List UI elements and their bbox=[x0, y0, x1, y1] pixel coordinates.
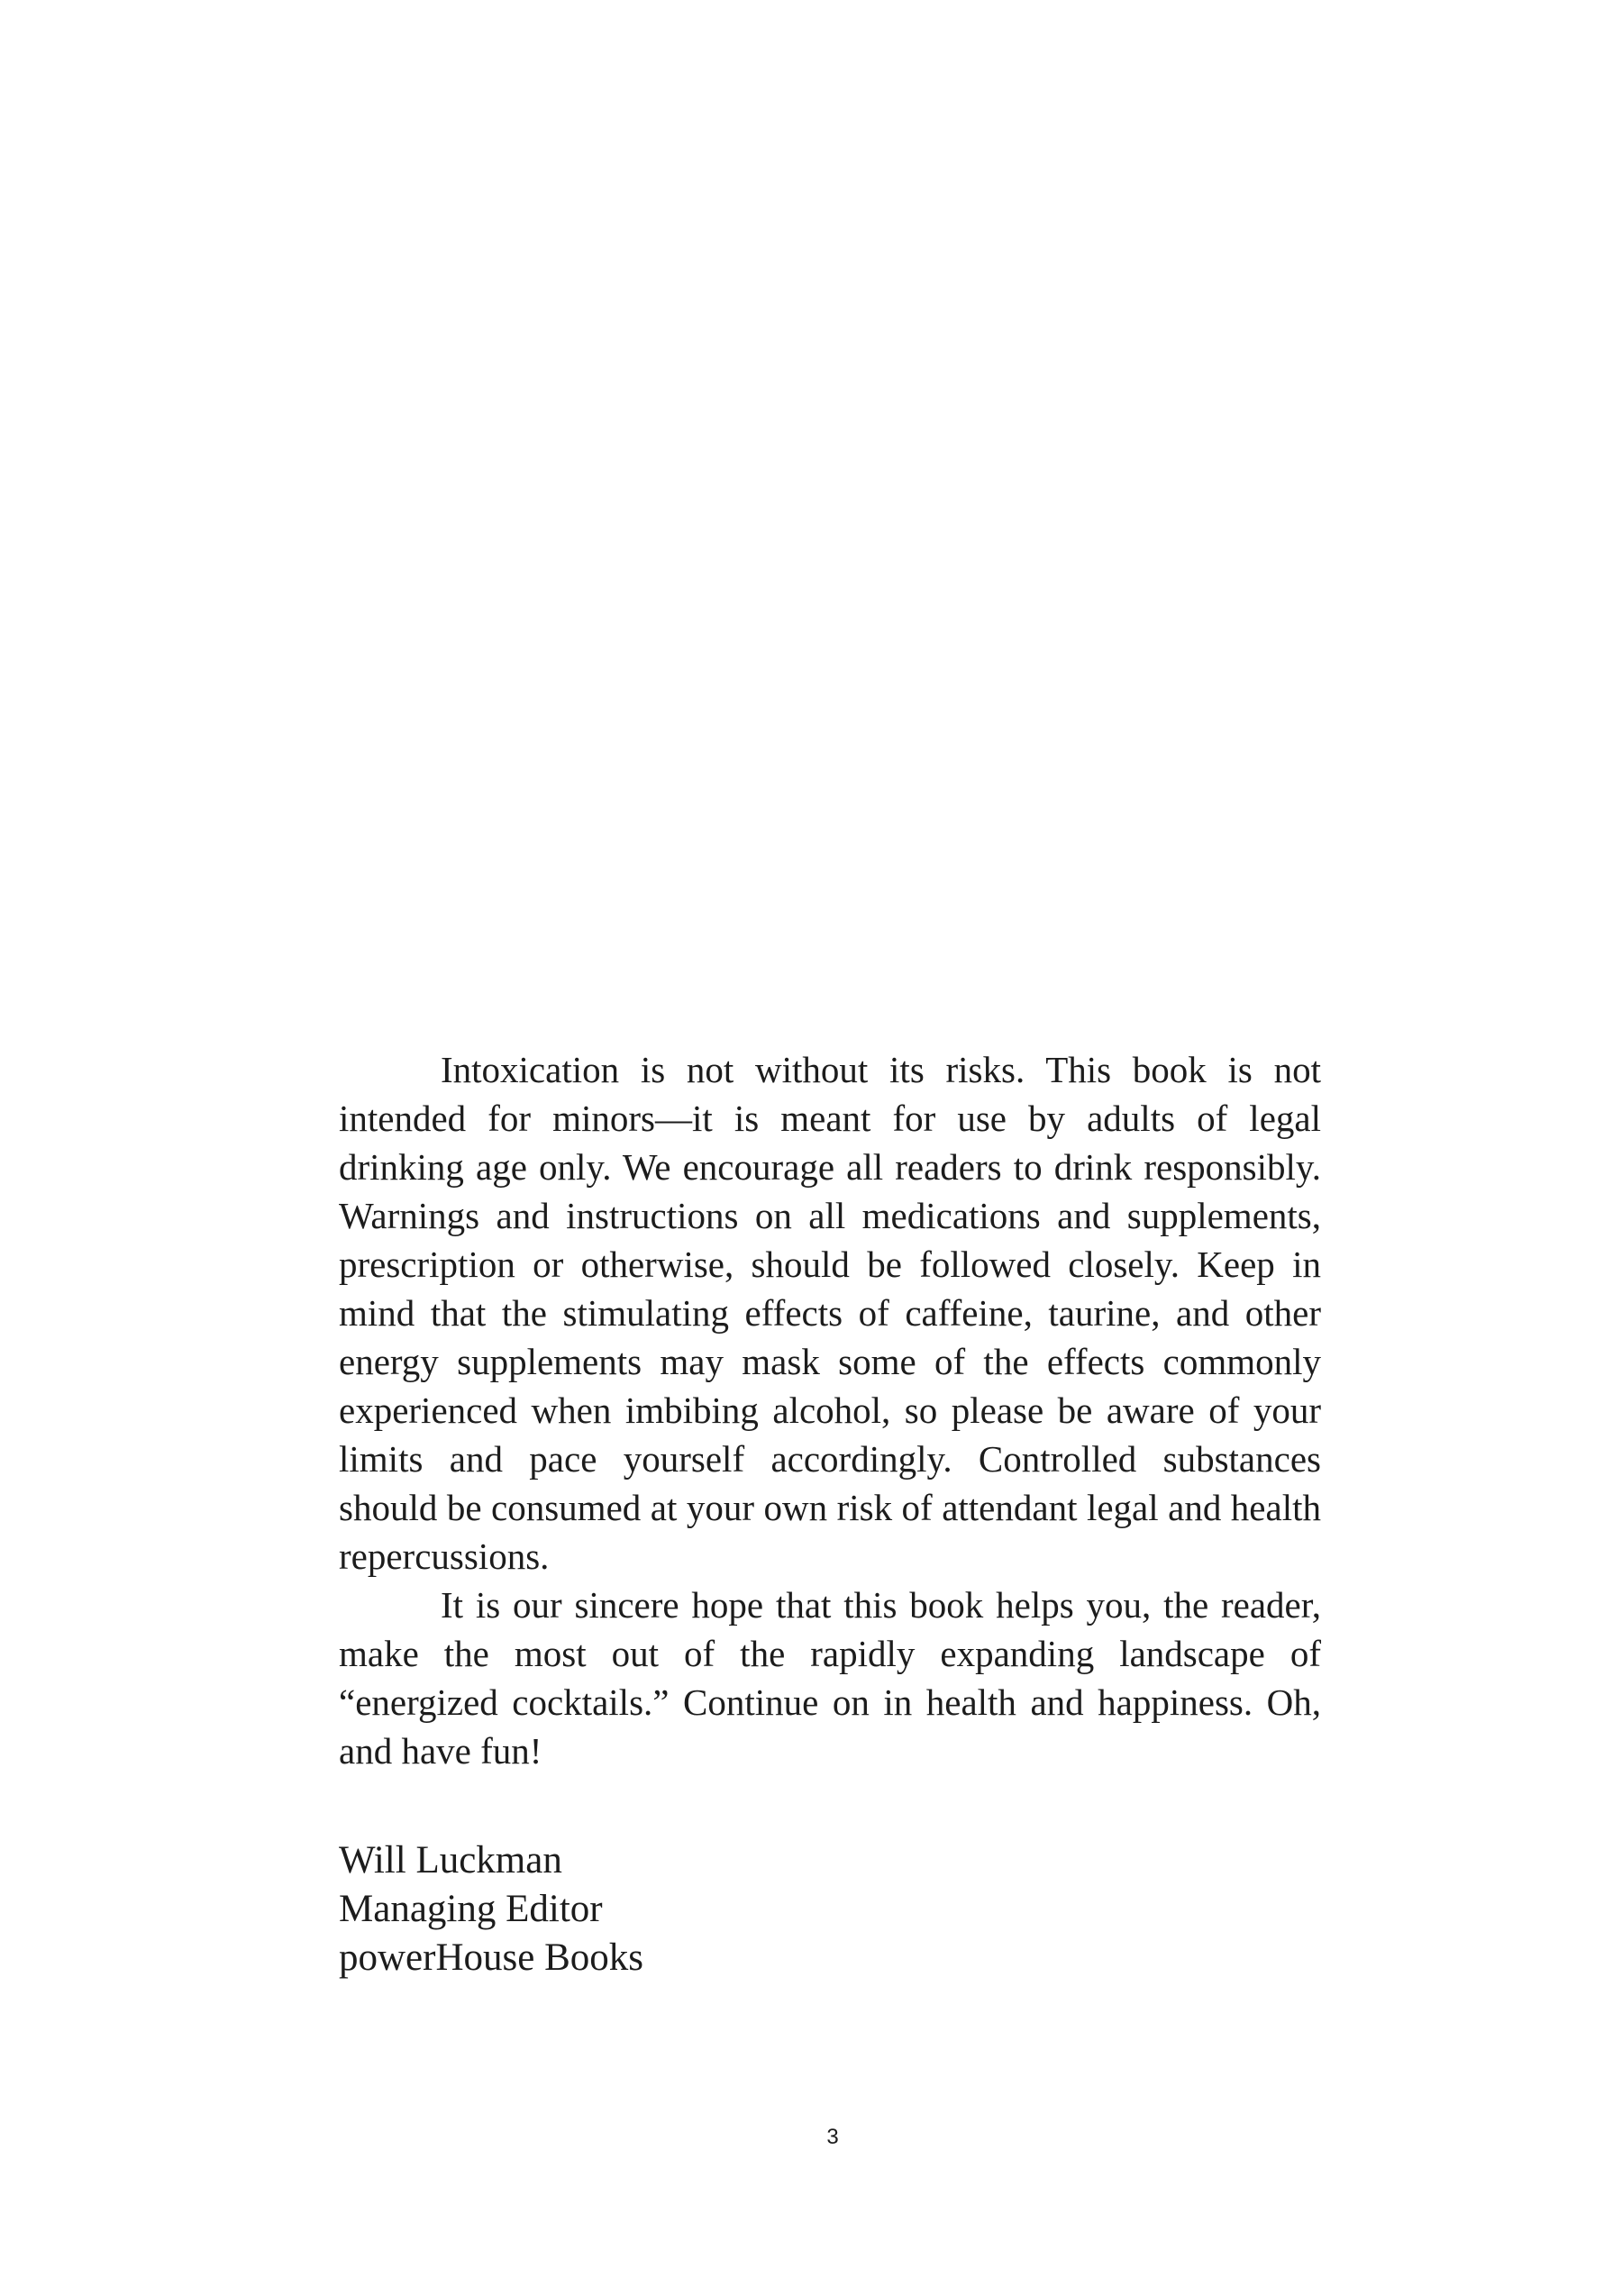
body-text bbox=[339, 1045, 1321, 1775]
signature-title: Managing Editor bbox=[339, 1888, 603, 1930]
signature-block bbox=[339, 1836, 643, 1982]
paragraph-closing: It is our sincere hope that this book helps you, the reader, make the most out of the rapidly expanding landscape of “energized cocktails.” Continue on in health and happiness. Oh, and have fun! bbox=[339, 1584, 1321, 1772]
page-number: 3 bbox=[826, 2125, 839, 2149]
signature-publisher: powerHouse Books bbox=[339, 1936, 643, 1979]
signature-name: Will Luckman bbox=[339, 1839, 562, 1881]
paragraph-disclaimer: Intoxication is not without its risks. This book is not intended for minors—it is meant for use by adults of legal drinking age only. We encourage all readers to drink responsibly. Warnings and instructions on all medications and supplements, prescription or otherwise, should be followed closely. Keep in mind that the stimulating effects of caffeine, taurine, and other energy supplements may mask some of the effects commonly experienced when imbibing alcohol, so please be aware of your limits and pace yourself accordingly. Controlled substances should be consumed at your own risk of attendant legal and health repercussions. bbox=[339, 1049, 1321, 1577]
